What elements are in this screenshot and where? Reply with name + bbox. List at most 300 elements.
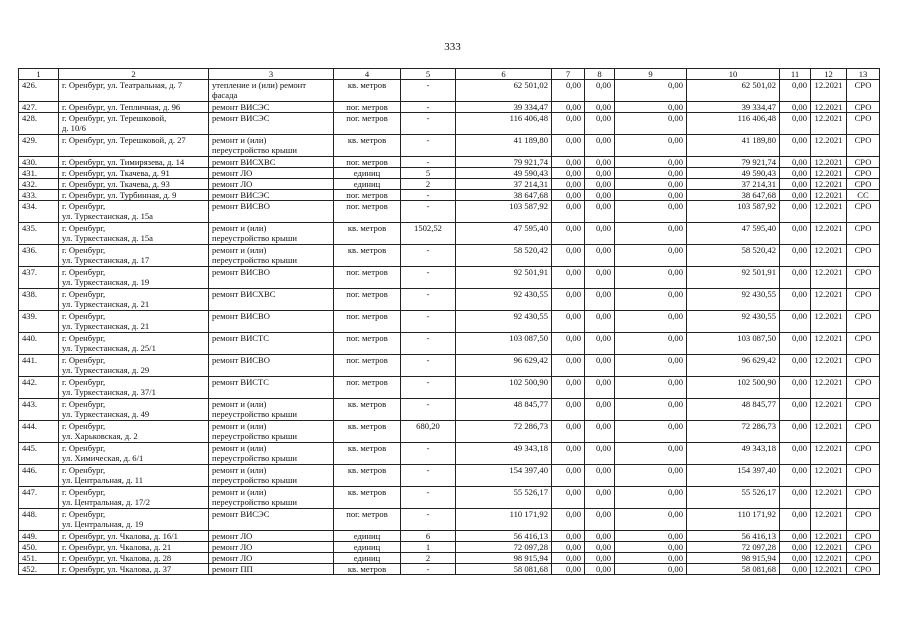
quantity-cell-text: - xyxy=(426,487,430,497)
value-cell xyxy=(780,311,811,333)
quantity-cell xyxy=(401,465,456,487)
value-cell-text: 0,00 xyxy=(667,333,683,343)
date-cell-text: 12.2021 xyxy=(814,102,843,112)
method-cell-text: СРО xyxy=(854,564,872,574)
cost-cell xyxy=(687,531,780,542)
date-cell xyxy=(811,102,847,113)
value-cell-text: 0,00 xyxy=(791,443,807,453)
address-cell xyxy=(59,289,209,311)
method-cell-text: СРО xyxy=(854,102,872,112)
cost-cell-text: 49 343,18 xyxy=(741,443,776,453)
value-cell-text: 0,00 xyxy=(565,311,581,321)
value-cell xyxy=(585,333,615,355)
value-cell-text: 0,00 xyxy=(791,80,807,90)
work-type-cell-line: ремонт ВИСЭС xyxy=(212,113,270,123)
value-cell xyxy=(552,135,585,157)
quantity-cell xyxy=(401,421,456,443)
value-cell xyxy=(780,267,811,289)
total-cost-cell xyxy=(456,102,552,113)
total-cost-cell xyxy=(456,190,552,201)
value-cell-text: 0,00 xyxy=(565,168,581,178)
value-cell xyxy=(780,113,811,135)
value-cell-text: 0,00 xyxy=(565,80,581,90)
column-header: 7 xyxy=(552,69,585,80)
quantity-cell-text: - xyxy=(426,135,430,145)
row-number-text: 430. xyxy=(22,157,38,167)
address-cell-line: г. Оренбург, xyxy=(62,289,106,299)
row-number-text: 432. xyxy=(22,179,38,189)
row-number-text: 434. xyxy=(22,201,38,211)
value-cell xyxy=(585,465,615,487)
value-cell-text: 0,00 xyxy=(667,223,683,233)
unit-cell xyxy=(334,421,401,443)
value-cell xyxy=(552,245,585,267)
date-cell xyxy=(811,399,847,421)
quantity-cell xyxy=(401,564,456,575)
total-cost-cell xyxy=(456,168,552,179)
table-row xyxy=(19,399,880,421)
work-type-cell-line: ремонт ВИСЭС xyxy=(212,509,270,519)
work-type-cell-line: ремонт ЛО xyxy=(212,531,253,541)
value-cell xyxy=(552,399,585,421)
quantity-cell-text: - xyxy=(426,311,430,321)
value-cell xyxy=(615,564,687,575)
date-cell xyxy=(811,487,847,509)
value-cell xyxy=(585,531,615,542)
value-cell xyxy=(780,80,811,102)
date-cell xyxy=(811,509,847,531)
value-cell-text: 0,00 xyxy=(595,542,611,552)
address-cell-line: ул. Туркестанская, д. 29 xyxy=(62,365,150,375)
row-number xyxy=(19,179,59,190)
value-cell-text: 0,00 xyxy=(595,190,611,200)
work-type-cell xyxy=(209,179,334,190)
unit-cell xyxy=(334,531,401,542)
value-cell-text: 0,00 xyxy=(667,267,683,277)
cost-cell-text: 154 397,40 xyxy=(737,465,776,475)
value-cell xyxy=(552,102,585,113)
row-number xyxy=(19,377,59,399)
unit-cell xyxy=(334,267,401,289)
table-row xyxy=(19,311,880,333)
value-cell xyxy=(615,102,687,113)
value-cell-text: 0,00 xyxy=(791,289,807,299)
value-cell xyxy=(615,509,687,531)
work-type-cell-line: ремонт и (или) xyxy=(212,465,267,475)
quantity-cell xyxy=(401,289,456,311)
date-cell-text: 12.2021 xyxy=(814,168,843,178)
table-row xyxy=(19,531,880,542)
work-type-cell xyxy=(209,223,334,245)
cost-cell xyxy=(687,80,780,102)
table-row xyxy=(19,289,880,311)
value-cell xyxy=(552,531,585,542)
address-cell-line: г. Оренбург, ул. Тимирязева, д. 14 xyxy=(62,157,185,167)
work-type-cell xyxy=(209,509,334,531)
date-cell-text: 12.2021 xyxy=(814,509,843,519)
address-cell-line: г. Оренбург, ул. Ткачева, д. 93 xyxy=(62,179,170,189)
quantity-cell-text: 2 xyxy=(425,553,431,563)
total-cost-cell-text: 116 406,48 xyxy=(509,113,548,123)
row-number-text: 438. xyxy=(22,289,38,299)
table-row xyxy=(19,377,880,399)
value-cell-text: 0,00 xyxy=(791,179,807,189)
value-cell-text: 0,00 xyxy=(667,190,683,200)
work-type-cell xyxy=(209,443,334,465)
method-cell-text: СРО xyxy=(854,553,872,563)
unit-cell-text: пог. метров xyxy=(346,157,388,167)
work-type-cell-line: переустройство крыши xyxy=(212,453,297,463)
value-cell-text: 0,00 xyxy=(595,135,611,145)
value-cell xyxy=(615,465,687,487)
row-number-text: 426. xyxy=(22,80,38,90)
row-number-text: 441. xyxy=(22,355,38,365)
value-cell-text: 0,00 xyxy=(667,377,683,387)
cost-cell xyxy=(687,311,780,333)
cost-cell-text: 56 416,13 xyxy=(741,531,776,541)
value-cell xyxy=(615,443,687,465)
quantity-cell-text: 6 xyxy=(425,531,431,541)
row-number-text: 427. xyxy=(22,102,38,112)
row-number-text: 452. xyxy=(22,564,38,574)
cost-cell-text: 62 501,02 xyxy=(741,80,776,90)
address-cell-line: г. Оренбург, xyxy=(62,245,106,255)
table-row xyxy=(19,135,880,157)
value-cell-text: 0,00 xyxy=(791,113,807,123)
row-number xyxy=(19,168,59,179)
value-cell xyxy=(615,542,687,553)
value-cell-text: 0,00 xyxy=(791,102,807,112)
total-cost-cell xyxy=(456,245,552,267)
address-cell-line: ул. Туркестанская, д. 37/1 xyxy=(62,387,156,397)
value-cell xyxy=(585,421,615,443)
cost-cell xyxy=(687,553,780,564)
value-cell-text: 0,00 xyxy=(791,553,807,563)
unit-cell-text: пог. метров xyxy=(346,190,388,200)
address-cell-line: г. Оренбург, xyxy=(62,223,106,233)
date-cell xyxy=(811,377,847,399)
row-number-text: 447. xyxy=(22,487,38,497)
cost-cell xyxy=(687,245,780,267)
unit-cell-text: кв. метров xyxy=(347,135,387,145)
value-cell xyxy=(615,201,687,223)
unit-cell-text: единиц xyxy=(353,179,381,189)
row-number-text: 428. xyxy=(22,113,38,123)
total-cost-cell-text: 72 097,28 xyxy=(513,542,548,552)
unit-cell-text: кв. метров xyxy=(347,245,387,255)
total-cost-cell xyxy=(456,333,552,355)
cost-cell xyxy=(687,564,780,575)
cost-cell-text: 79 921,74 xyxy=(741,157,776,167)
value-cell xyxy=(780,201,811,223)
address-cell xyxy=(59,542,209,553)
value-cell xyxy=(780,399,811,421)
total-cost-cell-text: 102 500,90 xyxy=(509,377,548,387)
cost-cell xyxy=(687,443,780,465)
cost-cell xyxy=(687,190,780,201)
value-cell-text: 0,00 xyxy=(565,267,581,277)
value-cell xyxy=(615,311,687,333)
table-row xyxy=(19,487,880,509)
value-cell xyxy=(552,267,585,289)
table-row xyxy=(19,157,880,168)
row-number xyxy=(19,355,59,377)
cost-cell-text: 55 526,17 xyxy=(741,487,776,497)
address-cell xyxy=(59,168,209,179)
value-cell xyxy=(780,564,811,575)
value-cell-text: 0,00 xyxy=(667,531,683,541)
value-cell xyxy=(780,443,811,465)
column-header: 2 xyxy=(59,69,209,80)
capital-repair-table xyxy=(18,68,880,575)
address-cell-line: г. Оренбург, xyxy=(62,267,106,277)
unit-cell-text: пог. метров xyxy=(346,333,388,343)
address-cell-line: г. Оренбург, ул. Турбинная, д. 9 xyxy=(62,190,177,200)
method-cell xyxy=(847,487,880,509)
value-cell xyxy=(585,553,615,564)
method-cell xyxy=(847,377,880,399)
value-cell-text: 0,00 xyxy=(595,245,611,255)
table-row xyxy=(19,102,880,113)
work-type-cell-line: ремонт ВИСЭС xyxy=(212,190,270,200)
method-cell-text: СРО xyxy=(854,531,872,541)
unit-cell xyxy=(334,168,401,179)
date-cell xyxy=(811,289,847,311)
value-cell xyxy=(585,190,615,201)
value-cell xyxy=(780,168,811,179)
column-header: 11 xyxy=(780,69,811,80)
quantity-cell xyxy=(401,355,456,377)
date-cell-text: 12.2021 xyxy=(814,135,843,145)
value-cell xyxy=(615,377,687,399)
value-cell-text: 0,00 xyxy=(791,355,807,365)
value-cell-text: 0,00 xyxy=(667,245,683,255)
row-number xyxy=(19,399,59,421)
row-number xyxy=(19,267,59,289)
value-cell xyxy=(585,564,615,575)
date-cell-text: 12.2021 xyxy=(814,531,843,541)
value-cell-text: 0,00 xyxy=(667,168,683,178)
cost-cell-text: 39 334,47 xyxy=(741,102,776,112)
work-type-cell-line: ремонт ВИСЭС xyxy=(212,102,270,112)
table-row xyxy=(19,168,880,179)
work-type-cell xyxy=(209,421,334,443)
value-cell-text: 0,00 xyxy=(791,542,807,552)
cost-cell xyxy=(687,201,780,223)
value-cell xyxy=(552,289,585,311)
value-cell-text: 0,00 xyxy=(565,531,581,541)
unit-cell-text: кв. метров xyxy=(347,465,387,475)
date-cell xyxy=(811,421,847,443)
method-cell xyxy=(847,102,880,113)
work-type-cell-line: ремонт и (или) xyxy=(212,399,267,409)
value-cell xyxy=(552,443,585,465)
address-cell-line: г. Оренбург, xyxy=(62,509,106,519)
address-cell-line: ул. Туркестанская, д. 25/1 xyxy=(62,343,156,353)
total-cost-cell-text: 49 343,18 xyxy=(513,443,548,453)
work-type-cell xyxy=(209,267,334,289)
value-cell xyxy=(615,421,687,443)
value-cell xyxy=(780,157,811,168)
quantity-cell-text: 1 xyxy=(425,542,431,552)
total-cost-cell xyxy=(456,157,552,168)
date-cell-text: 12.2021 xyxy=(814,399,843,409)
date-cell xyxy=(811,135,847,157)
date-cell-text: 12.2021 xyxy=(814,542,843,552)
method-cell xyxy=(847,509,880,531)
unit-cell-text: единиц xyxy=(353,168,381,178)
quantity-cell-text: - xyxy=(426,80,430,90)
date-cell-text: 12.2021 xyxy=(814,201,843,211)
value-cell xyxy=(585,223,615,245)
value-cell-text: 0,00 xyxy=(565,399,581,409)
quantity-cell-text: - xyxy=(426,443,430,453)
total-cost-cell xyxy=(456,113,552,135)
value-cell xyxy=(780,223,811,245)
unit-cell-text: единиц xyxy=(353,553,381,563)
method-cell-text: СРО xyxy=(854,487,872,497)
value-cell-text: 0,00 xyxy=(565,135,581,145)
value-cell-text: 0,00 xyxy=(667,465,683,475)
value-cell xyxy=(585,201,615,223)
unit-cell-text: единиц xyxy=(353,531,381,541)
value-cell xyxy=(780,355,811,377)
value-cell xyxy=(780,102,811,113)
quantity-cell xyxy=(401,201,456,223)
row-number xyxy=(19,531,59,542)
cost-cell-text: 110 171,92 xyxy=(737,509,776,519)
total-cost-cell xyxy=(456,377,552,399)
value-cell-text: 0,00 xyxy=(791,465,807,475)
method-cell-text: СРО xyxy=(854,135,872,145)
address-cell xyxy=(59,113,209,135)
value-cell xyxy=(552,542,585,553)
quantity-cell xyxy=(401,399,456,421)
value-cell xyxy=(780,179,811,190)
total-cost-cell-text: 49 590,43 xyxy=(513,168,548,178)
value-cell-text: 0,00 xyxy=(565,333,581,343)
quantity-cell-text: - xyxy=(426,267,430,277)
address-cell xyxy=(59,421,209,443)
value-cell xyxy=(552,157,585,168)
cost-cell-text: 37 214,31 xyxy=(741,179,776,189)
unit-cell-text: пог. метров xyxy=(346,377,388,387)
value-cell xyxy=(585,135,615,157)
unit-cell xyxy=(334,564,401,575)
value-cell xyxy=(585,399,615,421)
total-cost-cell xyxy=(456,201,552,223)
value-cell-text: 0,00 xyxy=(595,564,611,574)
unit-cell-text: кв. метров xyxy=(347,564,387,574)
work-type-cell-line: ремонт ПП xyxy=(212,564,253,574)
value-cell-text: 0,00 xyxy=(791,267,807,277)
total-cost-cell xyxy=(456,531,552,542)
work-type-cell-line: переустройство крыши xyxy=(212,431,297,441)
cost-cell-text: 58 520,42 xyxy=(741,245,776,255)
value-cell xyxy=(552,190,585,201)
value-cell-text: 0,00 xyxy=(667,542,683,552)
quantity-cell xyxy=(401,531,456,542)
total-cost-cell-text: 62 501,02 xyxy=(513,80,548,90)
address-cell-line: ул. Центральная, д. 11 xyxy=(62,475,143,485)
value-cell xyxy=(552,553,585,564)
method-cell xyxy=(847,542,880,553)
value-cell-text: 0,00 xyxy=(595,80,611,90)
method-cell-text: СРО xyxy=(854,465,872,475)
cost-cell-text: 103 087,50 xyxy=(737,333,776,343)
address-cell-line: г. Оренбург, ул. Чкалова, д. 28 xyxy=(62,553,172,563)
quantity-cell xyxy=(401,190,456,201)
method-cell xyxy=(847,531,880,542)
date-cell xyxy=(811,201,847,223)
cost-cell xyxy=(687,509,780,531)
work-type-cell xyxy=(209,245,334,267)
value-cell xyxy=(552,179,585,190)
row-number xyxy=(19,311,59,333)
date-cell xyxy=(811,179,847,190)
row-number-text: 451. xyxy=(22,553,38,563)
row-number-text: 439. xyxy=(22,311,38,321)
quantity-cell-text: - xyxy=(426,201,430,211)
date-cell xyxy=(811,443,847,465)
value-cell xyxy=(585,245,615,267)
date-cell-text: 12.2021 xyxy=(814,190,843,200)
table-row xyxy=(19,564,880,575)
method-cell xyxy=(847,333,880,355)
quantity-cell-text: - xyxy=(426,465,430,475)
quantity-cell xyxy=(401,311,456,333)
value-cell xyxy=(552,564,585,575)
row-number xyxy=(19,333,59,355)
address-cell-line: г. Оренбург, ул. Ткачева, д. 91 xyxy=(62,168,170,178)
work-type-cell xyxy=(209,102,334,113)
work-type-cell xyxy=(209,201,334,223)
column-header: 5 xyxy=(401,69,456,80)
value-cell-text: 0,00 xyxy=(791,168,807,178)
work-type-cell-line: ремонт и (или) xyxy=(212,245,267,255)
work-type-cell xyxy=(209,289,334,311)
address-cell xyxy=(59,311,209,333)
method-cell-text: СРО xyxy=(854,289,872,299)
unit-cell xyxy=(334,355,401,377)
address-cell xyxy=(59,245,209,267)
value-cell xyxy=(552,80,585,102)
address-cell xyxy=(59,509,209,531)
table-row xyxy=(19,509,880,531)
value-cell-text: 0,00 xyxy=(565,113,581,123)
value-cell-text: 0,00 xyxy=(667,487,683,497)
value-cell-text: 0,00 xyxy=(667,509,683,519)
total-cost-cell xyxy=(456,564,552,575)
quantity-cell xyxy=(401,487,456,509)
date-cell-text: 12.2021 xyxy=(814,289,843,299)
work-type-cell-line: ремонт ВИСВО xyxy=(212,355,270,365)
value-cell xyxy=(615,157,687,168)
address-cell-line: г. Оренбург, xyxy=(62,443,106,453)
method-cell xyxy=(847,190,880,201)
cost-cell-text: 72 097,28 xyxy=(741,542,776,552)
value-cell xyxy=(552,168,585,179)
value-cell xyxy=(585,267,615,289)
value-cell xyxy=(552,421,585,443)
address-cell-line: г. Оренбург, ул. Чкалова, д. 37 xyxy=(62,564,172,574)
table-row xyxy=(19,333,880,355)
quantity-cell-text: 680,20 xyxy=(416,421,440,431)
quantity-cell xyxy=(401,157,456,168)
date-cell xyxy=(811,553,847,564)
method-cell xyxy=(847,157,880,168)
quantity-cell-text: - xyxy=(426,509,430,519)
